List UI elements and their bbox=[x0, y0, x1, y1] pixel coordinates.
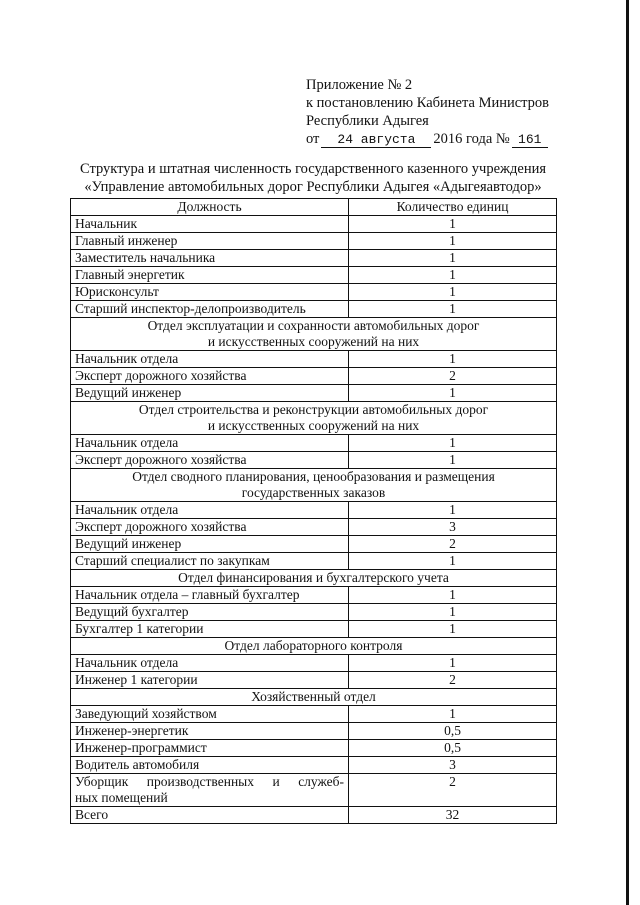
table-row bbox=[71, 587, 557, 604]
position-cell: Эксперт дорожного хозяйства bbox=[71, 368, 349, 385]
count-cell: 1 bbox=[349, 216, 557, 233]
appendix-date-line bbox=[306, 130, 549, 148]
table-body bbox=[71, 216, 557, 824]
position-cell: Начальник отдела – главный бухгалтер bbox=[71, 587, 349, 604]
table-header-row bbox=[71, 199, 557, 216]
header-count: Количество единиц bbox=[349, 199, 557, 216]
title-line-2: «Управление автомобильных дорог Республики Адыгея «Адыгеяавтодор» bbox=[84, 179, 542, 195]
count-cell: 2 bbox=[349, 672, 557, 689]
position-cell: Инженер-программист bbox=[71, 740, 349, 757]
title-line-1: Структура и штатная численность государственного казенного учреждения bbox=[79, 161, 547, 177]
table-row bbox=[71, 284, 557, 301]
table-row bbox=[71, 250, 557, 267]
section-row bbox=[71, 402, 557, 435]
table-row bbox=[71, 452, 557, 469]
table-row bbox=[71, 621, 557, 638]
date-day-field: 24 августа bbox=[321, 132, 431, 148]
position-cell: Начальник отдела bbox=[71, 502, 349, 519]
document-number-field: 161 bbox=[512, 132, 548, 148]
count-cell: 1 bbox=[349, 621, 557, 638]
count-cell: 1 bbox=[349, 706, 557, 723]
table-row bbox=[71, 267, 557, 284]
position-line: ных помещений bbox=[75, 790, 168, 805]
count-cell: 1 bbox=[349, 385, 557, 402]
section-title-line: и искусственных сооружений на них bbox=[207, 334, 420, 349]
date-year: 2016 года № bbox=[433, 131, 510, 147]
table-row bbox=[71, 604, 557, 621]
count-cell: 2 bbox=[349, 536, 557, 553]
table-row bbox=[71, 723, 557, 740]
table-row bbox=[71, 502, 557, 519]
count-cell: 0,5 bbox=[349, 740, 557, 757]
count-cell: 1 bbox=[349, 435, 557, 452]
count-cell: 1 bbox=[349, 502, 557, 519]
appendix-republic: Республики Адыгея bbox=[306, 113, 429, 129]
section-title-line: Отдел лабораторного контроля bbox=[224, 638, 403, 653]
appendix-reference: к постановлению Кабинета Министров bbox=[306, 95, 550, 111]
position-cell: Начальник отдела bbox=[71, 435, 349, 452]
table-row bbox=[71, 807, 557, 824]
count-cell: 1 bbox=[349, 250, 557, 267]
section-title bbox=[71, 318, 557, 351]
section-row bbox=[71, 570, 557, 587]
section-title-line: Хозяйственный отдел bbox=[251, 689, 376, 704]
header-position: Должность bbox=[71, 199, 349, 216]
position-cell: Начальник bbox=[71, 216, 349, 233]
position-cell: Начальник отдела bbox=[71, 655, 349, 672]
section-row bbox=[71, 689, 557, 706]
position-cell: Главный энергетик bbox=[71, 267, 349, 284]
table-row bbox=[71, 757, 557, 774]
table-row bbox=[71, 553, 557, 570]
count-cell: 1 bbox=[349, 351, 557, 368]
section-row bbox=[71, 469, 557, 502]
section-title bbox=[71, 689, 557, 706]
section-row bbox=[71, 318, 557, 351]
position-cell: Водитель автомобиля bbox=[71, 757, 349, 774]
date-prefix: от bbox=[306, 131, 320, 147]
table-row bbox=[71, 655, 557, 672]
position-cell: Заместитель начальника bbox=[71, 250, 349, 267]
count-cell: 1 bbox=[349, 267, 557, 284]
table-row bbox=[71, 519, 557, 536]
count-cell: 1 bbox=[349, 301, 557, 318]
position-cell: Старший инспектор-делопроизводитель bbox=[71, 301, 349, 318]
table-row bbox=[71, 216, 557, 233]
position-line: Уборщик производственных и служеб- bbox=[75, 774, 344, 789]
count-cell: 32 bbox=[349, 807, 557, 824]
position-cell: Эксперт дорожного хозяйства bbox=[71, 519, 349, 536]
appendix-number: Приложение № 2 bbox=[306, 77, 413, 93]
position-cell: Инженер-энергетик bbox=[71, 723, 349, 740]
position-cell: Юрисконсульт bbox=[71, 284, 349, 301]
section-title bbox=[71, 469, 557, 502]
table-row bbox=[71, 435, 557, 452]
table-row bbox=[71, 536, 557, 553]
position-cell: Главный инженер bbox=[71, 233, 349, 250]
position-cell: Старший специалист по закупкам bbox=[71, 553, 349, 570]
section-title-line: Отдел финансирования и бухгалтерского учета bbox=[178, 570, 449, 585]
section-title bbox=[71, 638, 557, 655]
section-title-line: Отдел эксплуатации и сохранности автомобильных дорог bbox=[147, 318, 480, 333]
position-cell: Ведущий бухгалтер bbox=[71, 604, 349, 621]
count-cell: 1 bbox=[349, 655, 557, 672]
count-cell: 1 bbox=[349, 452, 557, 469]
position-cell: Ведущий инженер bbox=[71, 385, 349, 402]
table-row bbox=[71, 706, 557, 723]
position-cell: Эксперт дорожного хозяйства bbox=[71, 452, 349, 469]
section-title-line: и искусственных сооружений на них bbox=[207, 418, 420, 433]
section-title bbox=[71, 570, 557, 587]
section-title-line: Отдел сводного планирования, ценообразования и размещения bbox=[132, 469, 495, 484]
position-cell: Начальник отдела bbox=[71, 351, 349, 368]
section-row bbox=[71, 638, 557, 655]
position-cell: Всего bbox=[71, 807, 349, 824]
table-row bbox=[71, 368, 557, 385]
position-cell: Ведущий инженер bbox=[71, 536, 349, 553]
section-title bbox=[71, 402, 557, 435]
appendix-block bbox=[306, 76, 549, 148]
count-cell: 1 bbox=[349, 587, 557, 604]
table-row bbox=[71, 351, 557, 368]
position-cell: Бухгалтер 1 категории bbox=[71, 621, 349, 638]
position-cell bbox=[71, 774, 349, 807]
count-cell: 1 bbox=[349, 604, 557, 621]
table-row bbox=[71, 774, 557, 807]
document-title bbox=[70, 160, 556, 196]
section-title-line: государственных заказов bbox=[241, 485, 386, 500]
section-title-line: Отдел строительства и реконструкции автомобильных дорог bbox=[138, 402, 489, 417]
count-cell: 2 bbox=[349, 368, 557, 385]
position-cell: Заведующий хозяйством bbox=[71, 706, 349, 723]
table-row bbox=[71, 301, 557, 318]
count-cell: 1 bbox=[349, 553, 557, 570]
table-row bbox=[71, 233, 557, 250]
count-cell: 3 bbox=[349, 519, 557, 536]
count-cell: 1 bbox=[349, 284, 557, 301]
table-row bbox=[71, 740, 557, 757]
count-cell: 2 bbox=[349, 774, 557, 807]
count-cell: 0,5 bbox=[349, 723, 557, 740]
position-cell: Инженер 1 категории bbox=[71, 672, 349, 689]
table-row bbox=[71, 672, 557, 689]
scan-edge-line bbox=[626, 0, 629, 905]
table-row bbox=[71, 385, 557, 402]
count-cell: 1 bbox=[349, 233, 557, 250]
count-cell: 3 bbox=[349, 757, 557, 774]
staff-table bbox=[70, 198, 557, 824]
